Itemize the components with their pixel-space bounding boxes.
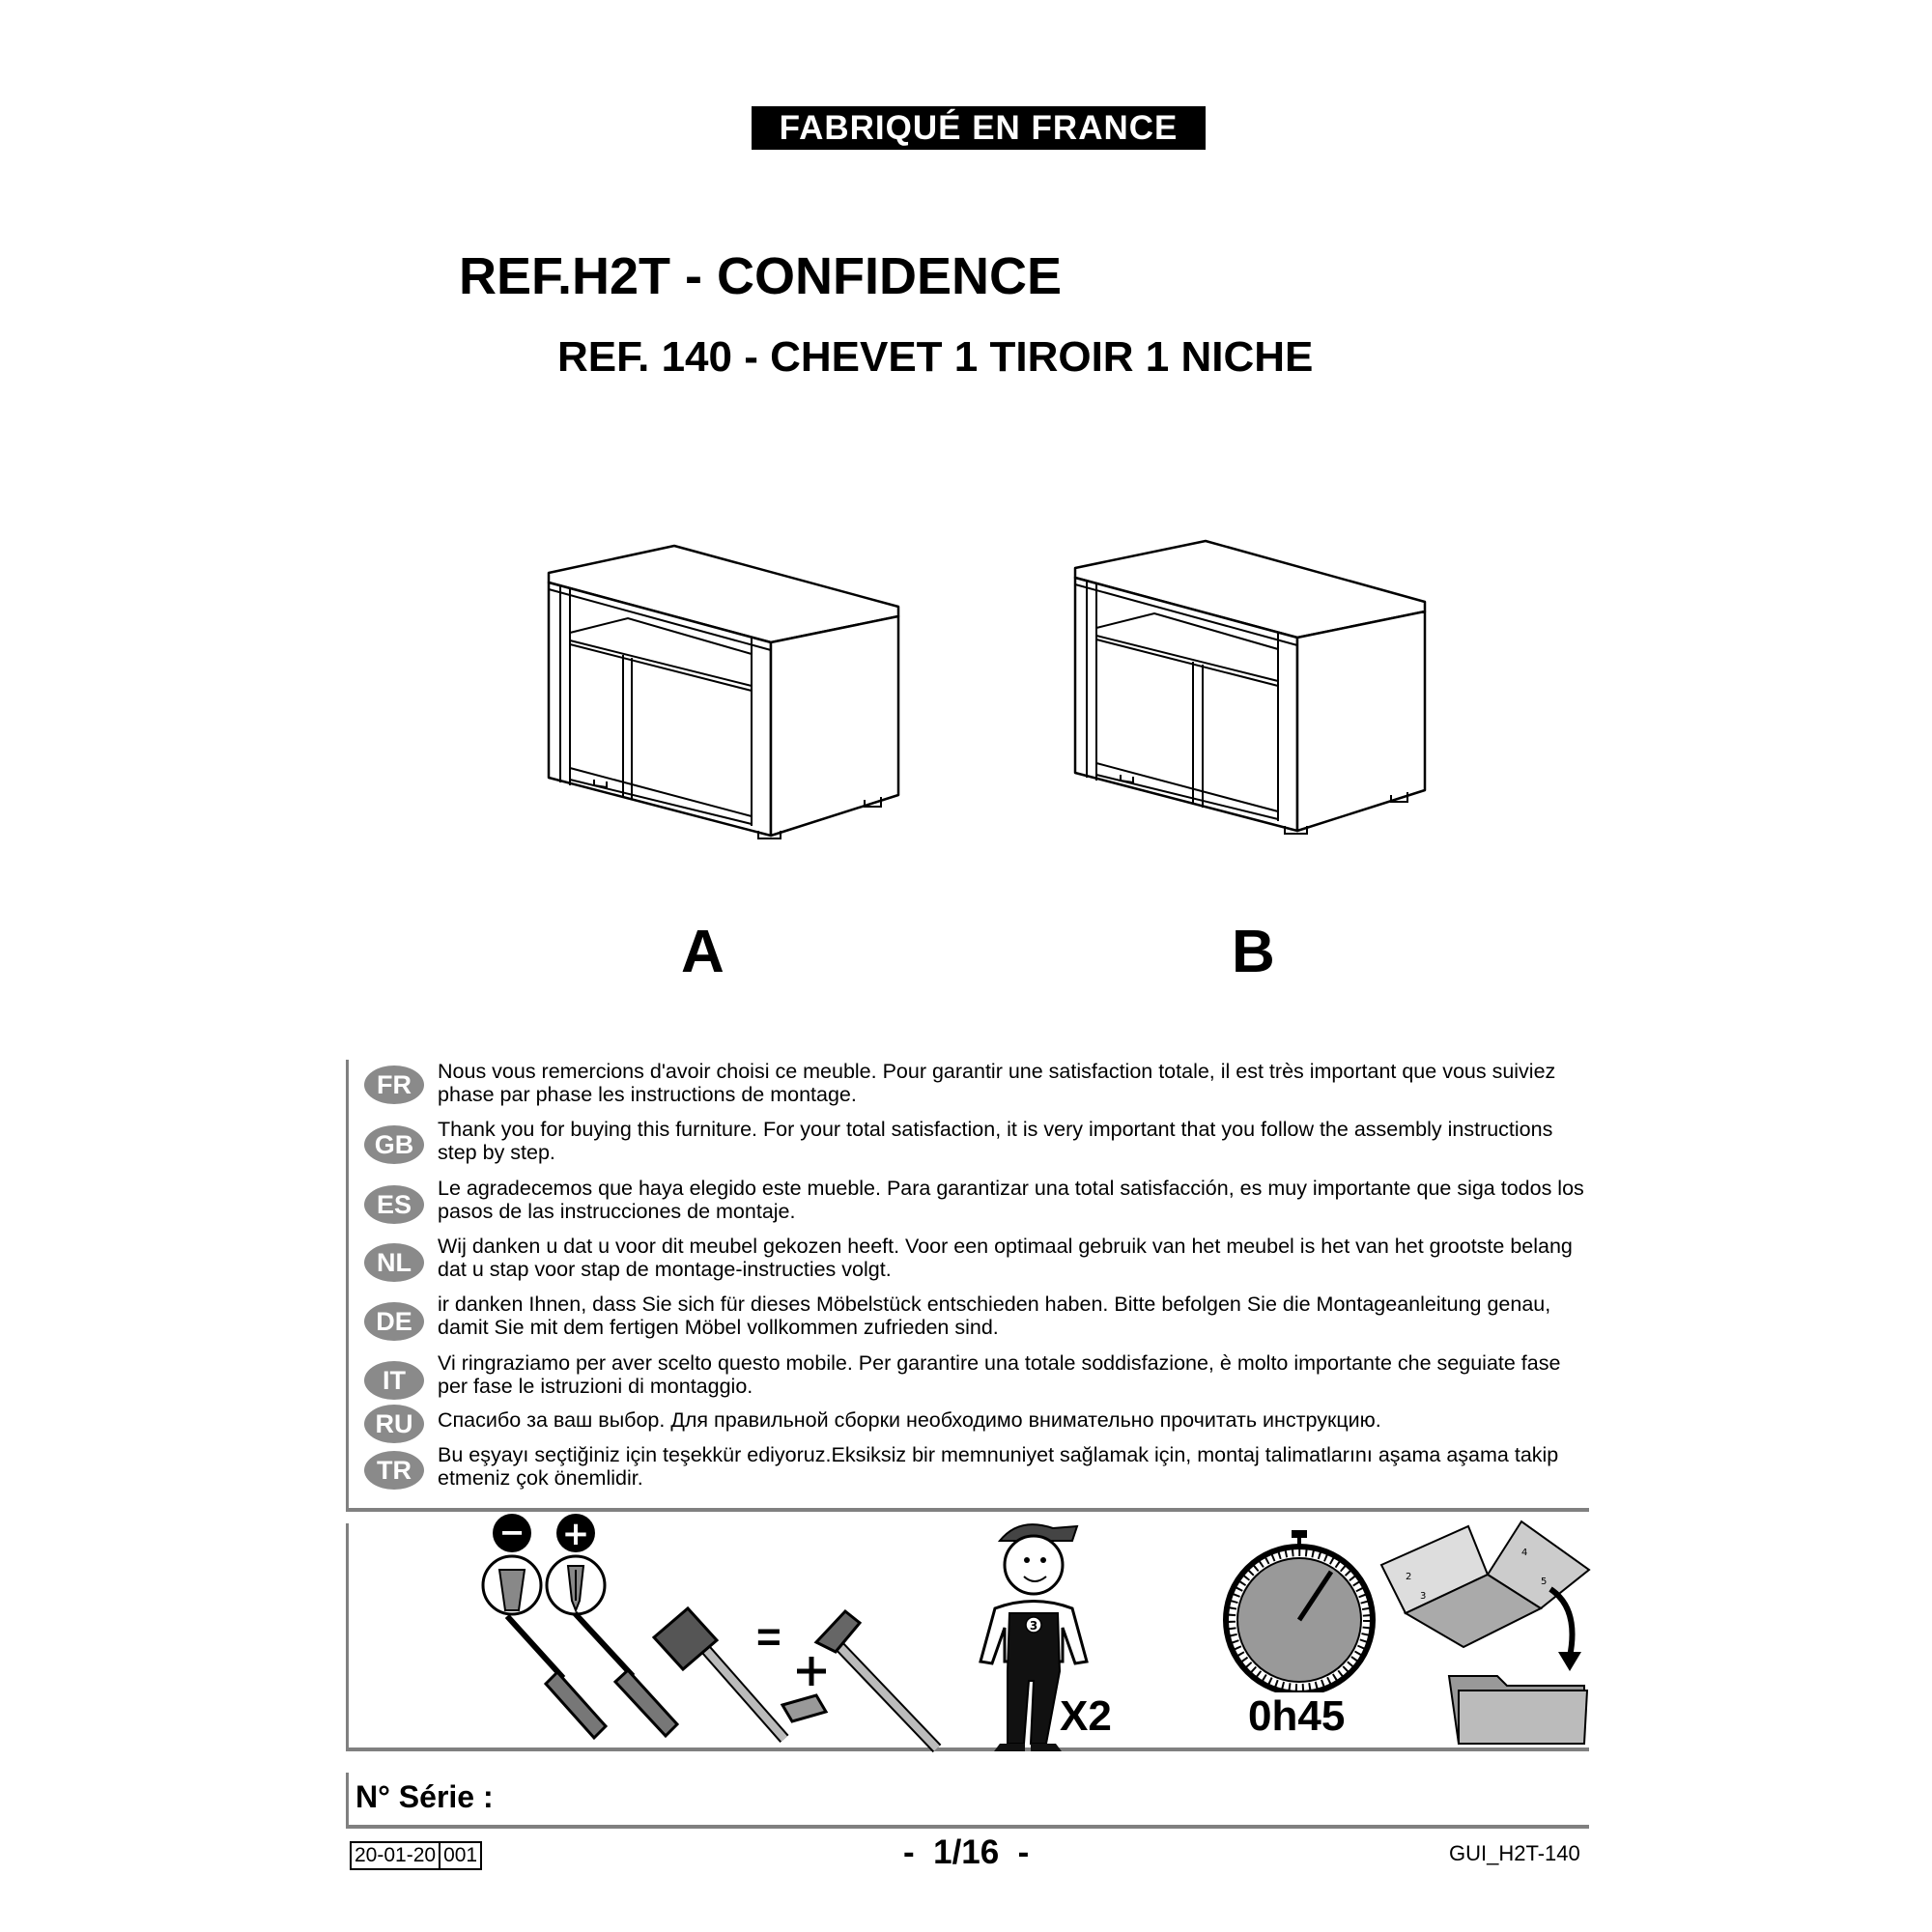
lang-text-it: Vi ringraziamo per aver scelto questo mobile. Per garantire una totale soddisfazione, è molto importante che seguiate fase per fase le istruzioni di montaggio. <box>438 1351 1561 1398</box>
lang-text-es: Le agradecemos que haya elegido este mueble. Para garantizar una total satisfacción, es muy importante que siga todos los pasos de las instrucciones de montaje. <box>438 1177 1584 1223</box>
page-number: - 1/16 - <box>903 1833 1030 1871</box>
overall-badge-number: 3 <box>1029 1619 1038 1633</box>
serial-number-section <box>346 1773 1589 1829</box>
book-page-4: 4 <box>1521 1548 1528 1558</box>
persons-count: X2 <box>1060 1692 1112 1740</box>
lang-text-nl: Wij danken u dat u voor dit meubel gekozen heeft. Voor een optimaal gebruik van het meubel is het van het grootste belang dat u stap voor stap de montage-instructies volgt. <box>438 1235 1573 1281</box>
product-title: REF.H2T - CONFIDENCE <box>459 247 1063 305</box>
lang-badge-tr: TR <box>364 1451 424 1490</box>
book-page-3: 3 <box>1420 1591 1427 1602</box>
lang-text-de: ir danken Ihnen, dass Sie sich für dieses Möbelstück entschieden haben. Bitte befolgen Sie die Montageanleitung genau, damit Sie mit dem fertigen Möbel vollkommen zufrieden sind. <box>438 1293 1551 1339</box>
lang-badge-nl: NL <box>364 1243 424 1282</box>
minus-symbol: − <box>498 1514 526 1550</box>
footer-version: 001 <box>439 1843 480 1868</box>
lang-badge-gb: GB <box>364 1125 424 1164</box>
lang-text-ru: Спасибо за ваш выбор. Для правильной сборки необходимо внимательно прочитать инструкцию. <box>438 1408 1381 1432</box>
lang-badge-ru: RU <box>364 1405 424 1443</box>
lang-badge-it: IT <box>364 1361 424 1400</box>
nightstand-variant-b-drawing <box>1067 531 1435 840</box>
plus-symbol: + <box>561 1515 590 1553</box>
hammer-and-block-icon <box>778 1604 952 1758</box>
product-subtitle: REF. 140 - CHEVET 1 TIROIR 1 NICHE <box>557 333 1314 381</box>
multilingual-intro <box>346 1060 1589 1512</box>
stopwatch-icon <box>1217 1528 1381 1692</box>
lang-text-fr: Nous vous remercions d'avoir choisi ce meuble. Pour garantir une satisfaction totale, il est très important que vous suiviez phase par phase les instructions de montage. <box>438 1060 1556 1106</box>
book-page-2: 2 <box>1406 1572 1412 1582</box>
lang-badge-de: DE <box>364 1302 424 1341</box>
book-page-5: 5 <box>1541 1577 1548 1587</box>
manual-to-folder-icon <box>1377 1517 1594 1748</box>
lang-badge-fr: FR <box>364 1065 424 1104</box>
assembly-duration: 0h45 <box>1248 1692 1346 1740</box>
lang-badge-es: ES <box>364 1185 424 1224</box>
equals-symbol: = <box>756 1613 781 1661</box>
screwdriver-tips-icon <box>476 1512 611 1618</box>
serial-number-label: N° Série : <box>355 1779 494 1814</box>
lang-text-tr: Bu eşyayı seçtiğiniz için teşekkür ediyoruz.Eksiksiz bir memnuniyet sağlamak için, montaj talimatlarını aşama aşama takip etmeniz çok önemlidir. <box>438 1443 1559 1490</box>
document-code: GUI_H2T-140 <box>1449 1841 1580 1865</box>
footer-date-version <box>350 1841 482 1870</box>
variant-a-label: A <box>681 919 724 985</box>
made-in-france-banner: FABRIQUÉ EN FRANCE <box>752 106 1206 150</box>
lang-text-gb: Thank you for buying this furniture. For your total satisfaction, it is very important that you follow the assembly instructions step by step. <box>438 1118 1553 1164</box>
nightstand-variant-a-drawing <box>541 536 908 845</box>
footer-date: 20-01-20 <box>355 1844 437 1866</box>
variant-b-label: B <box>1232 919 1275 985</box>
